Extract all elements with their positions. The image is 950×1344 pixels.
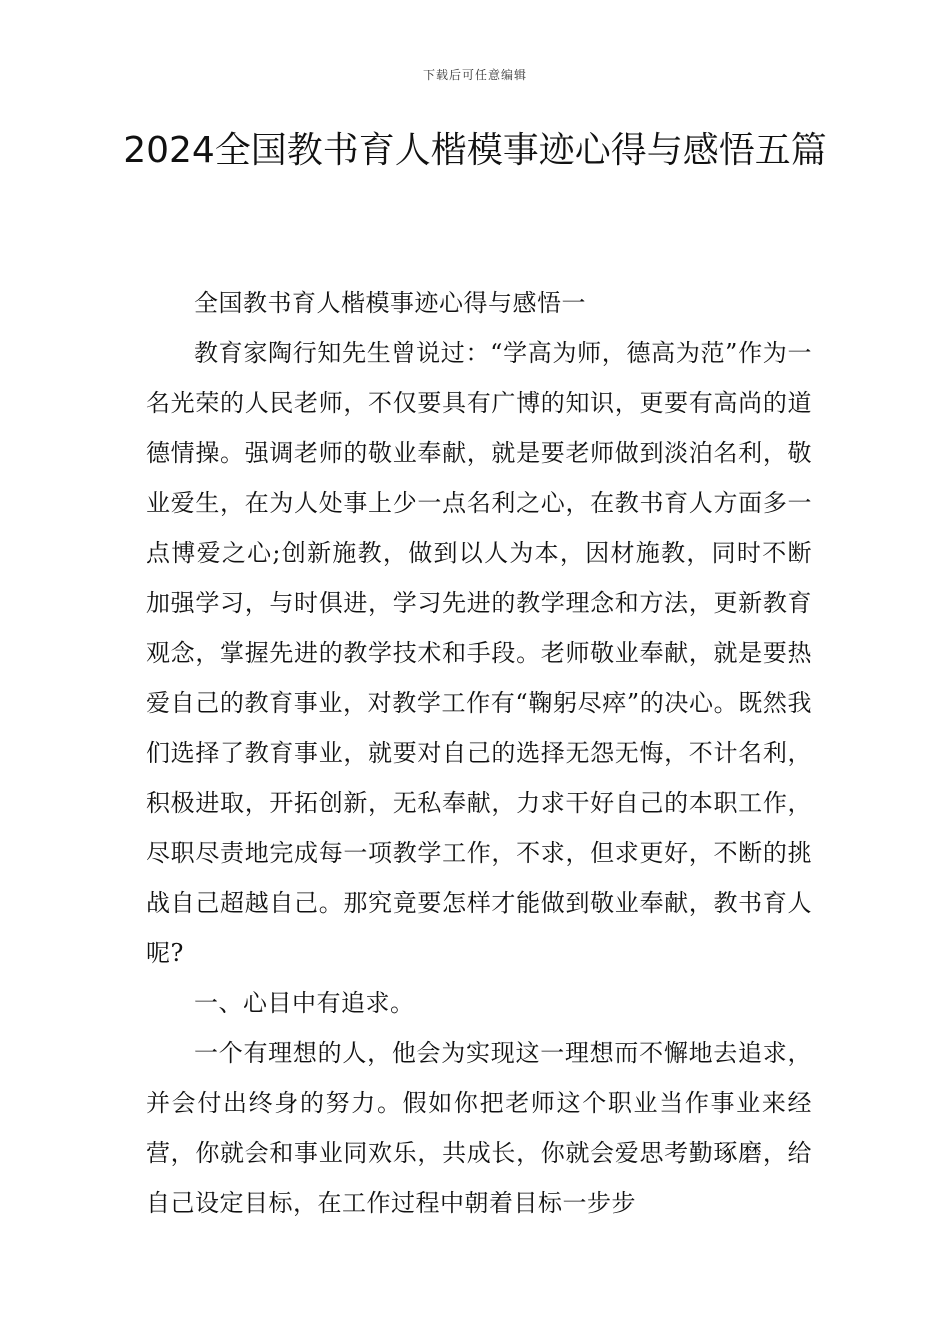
paragraph-pursuit: 一个有理想的人，他会为实现这一理想而不懈地去追求，并会付出终身的努力。假如你把老师这个职业当作事业来经营，你就会和事业同欢乐，共成长，你就会爱思考勤琢磨，给自己设定目标，在工作过程中朝着目标一步步 xyxy=(146,1039,812,1217)
section-heading-1: 全国教书育人楷模事迹心得与感悟一 xyxy=(194,289,586,317)
page-header-note: 下载后可任意编辑 xyxy=(422,68,527,82)
paragraph-intro: 教育家陶行知先生曾说过：“学高为师，德高为范”作为一名光荣的人民老师，不仅要具有广博的知识，更要有高尚的道德情操。强调老师的敬业奉献，就是要老师做到淡泊名利，敬业爱生，在为人处事上少一点名利之心，在教书育人方面多一点博爱之心;创新施教，做到以人为本，因材施教，同时不断加强学习，与时俱进，学习先进的教学理念和方法，更新教育观念，掌握先进的教学技术和手段。老师敬业奉献，就是要热爱自己的教育事业，对教学工作有“鞠躬尽瘁”的决心。既然我们选择了教育事业，就要对自己的选择无怨无悔，不计名利，积极进取，开拓创新，无私奉献，力求干好自己的本职工作，尽职尽责地完成每一项教学工作，不求，但求更好，不断的挑战自己超越自己。那究竟要怎样才能做到敬业奉献，教书育人呢? xyxy=(146,339,812,967)
document-title: 2024全国教书育人楷模事迹心得与感悟五篇 xyxy=(123,130,827,171)
subheading-pursuit: 一、心目中有追求。 xyxy=(194,989,415,1017)
document-body xyxy=(146,278,812,1228)
